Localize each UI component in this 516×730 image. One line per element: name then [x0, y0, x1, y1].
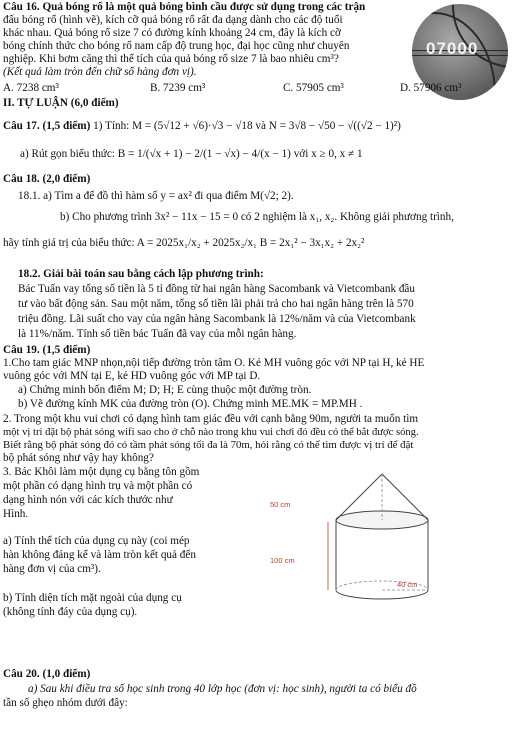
q18-line: là 11%/năm. Tính số tiền bác Tuấn đã vay của mỗi ngân hàng.	[18, 328, 297, 340]
q19-p3-line: Hình.	[3, 508, 29, 520]
cylinder-cone-figure	[262, 472, 512, 600]
q18-line: Bác Tuấn vay tổng số tiền là 5 tỉ đồng từ hai ngân hàng Sacombank và Vietcombank đầu	[18, 283, 415, 295]
q19-line: 1.Cho tam giác MNP nhọn,nội tiếp đường tròn tâm O. Kẻ MH vuông góc với NP tại H, kẻ HE	[3, 357, 425, 369]
q19-pa-line: hàng đơn vị của cm³).	[3, 563, 101, 575]
q16-line: nghiệp. Khi bơm căng thì thể tích của quả bóng rổ size 7 là bao nhiêu cm³?	[3, 53, 339, 65]
q16-line: Câu 16. Quả bóng rổ là một quả bóng bình cầu được sử dụng trong các trận	[3, 1, 366, 13]
choice-b: B. 7239 cm³	[150, 82, 206, 94]
q19-p3-line: dạng hình nón với các kích thước như	[3, 494, 173, 506]
q19-line: Biết rằng bộ phát sóng đó có tầm phát sóng tối đa là 70m, hỏi rằng có thể tìm được vị trí để đặt	[3, 439, 414, 451]
cone-height-label: 50 cm	[270, 500, 291, 509]
q19-pb-line: (không tính đáy của dụng cụ).	[3, 606, 138, 618]
q19-heading: Câu 19. (1,5 điểm)	[3, 344, 91, 356]
q19-line: vuông góc với MN tại E, kẻ HD vuông góc với MP tại D.	[3, 370, 261, 382]
q17-heading: Câu 17. (1,5 điểm)	[3, 120, 91, 132]
q19-pa-line: a) Tính thể tích của dụng cụ này (coi mép	[3, 535, 190, 547]
q19-line: b) Vẽ đường kính MK của đường tròn (O). Chứng minh ME.MK = MP.MH .	[18, 398, 363, 410]
q17-part-a: a) Rút gọn biểu thức: B = 1/(√x + 1) − 2/(1 − √x) − 4/(x − 1) với x ≥ 0, x ≠ 1	[20, 148, 363, 160]
choice-d: D. 57906 cm³	[400, 82, 462, 94]
q20-heading: Câu 20. (1,0 điểm)	[3, 668, 91, 680]
q16-line: đấu bóng rổ (hình vẽ), kích cỡ quả bóng rổ rất đa dạng dành cho các độ tuổi	[3, 14, 343, 26]
q20-line: a) Sau khi điều tra số học sinh trong 40 lớp học (đơn vị: học sinh), người ta có biểu đồ	[28, 683, 417, 695]
q20-line: tần số ghẹo nhóm dưới đây:	[3, 697, 128, 709]
figure-svg	[262, 472, 512, 600]
q18-line: 18.1. a) Tìm a để đồ thì hàm số y = ax² đi qua điểm M(√2; 2).	[18, 190, 294, 202]
q19-pa-line: hàn không đáng kể và làm tròn kết quả đến	[3, 549, 196, 561]
ball-brand-text: 07000	[426, 39, 479, 58]
q19-line: bộ phát sóng như vậy hay không?	[3, 452, 154, 464]
q19-pb-line: b) Tính diện tích mặt ngoài của dụng cụ	[3, 592, 182, 604]
q17-part1: 1) Tính: M = (5√12 + √6)·√3 − √18 và N = 3√8 − √50 − √((√2 − 1)²)	[93, 120, 401, 132]
diameter-label: 40 cm	[397, 580, 418, 589]
q18-line: hãy tính giá trị của biểu thức: A = 2025x₁/x₂ + 2025x₂/x₁ B = 2x₁² − 3x₁x₂ + 2x₂²	[3, 237, 365, 249]
q16-line: bóng chính thức cho bóng rổ nam cấp độ trung học, đại học cũng như chuyên	[3, 40, 350, 52]
q19-line: 2. Trong một khu vui chơi có dạng hình tam giác đều với cạnh bằng 90m, người ta muốn tìm	[3, 413, 419, 425]
q18-subheading: 18.2. Giải bài toán sau bằng cách lập phương trình:	[18, 268, 264, 280]
q18-heading: Câu 18. (2,0 điểm)	[3, 173, 91, 185]
q16-note: (Kết quả làm tròn đến chữ số hàng đơn vị).	[3, 66, 197, 78]
section-title: II. TỰ LUẬN (6,0 điểm)	[3, 97, 119, 109]
choice-c: C. 57905 cm³	[283, 82, 344, 94]
q19-line: một vị trí đặt bộ phát sóng wifi sao cho ở chỗ nào trong khu vui chơi đó đều có thể bắt được sóng.	[3, 427, 419, 438]
q18-line: b) Cho phương trình 3x² − 11x − 15 = 0 có 2 nghiệm là x₁, x₂. Không giải phương trình,	[60, 211, 454, 223]
q19-p3-line: một phần có dạng hình trụ và một phần có	[3, 480, 193, 492]
choice-a: A. 7238 cm³	[3, 82, 59, 94]
q18-line: tư vào bất động sản. Sau một năm, tổng số tiền lãi phải trả cho hai ngân hàng trên là 570	[18, 298, 414, 310]
q16-line: khác nhau. Quả bóng rổ size 7 có đường kính khoảng 24 cm, đây là kích cỡ	[3, 27, 341, 39]
q19-line: a) Chứng minh bốn điểm M; D; H; E cùng thuộc một đường tròn.	[18, 384, 312, 396]
q18-line: triệu đồng. Lãi suất cho vay của ngân hàng Sacombank là 12%/năm và của Vietcombank	[18, 313, 416, 325]
q19-p3-line: 3. Bác Khôi làm một dụng cụ bằng tôn gồm	[3, 466, 200, 478]
cylinder-height-label: 100 cm	[270, 556, 295, 565]
